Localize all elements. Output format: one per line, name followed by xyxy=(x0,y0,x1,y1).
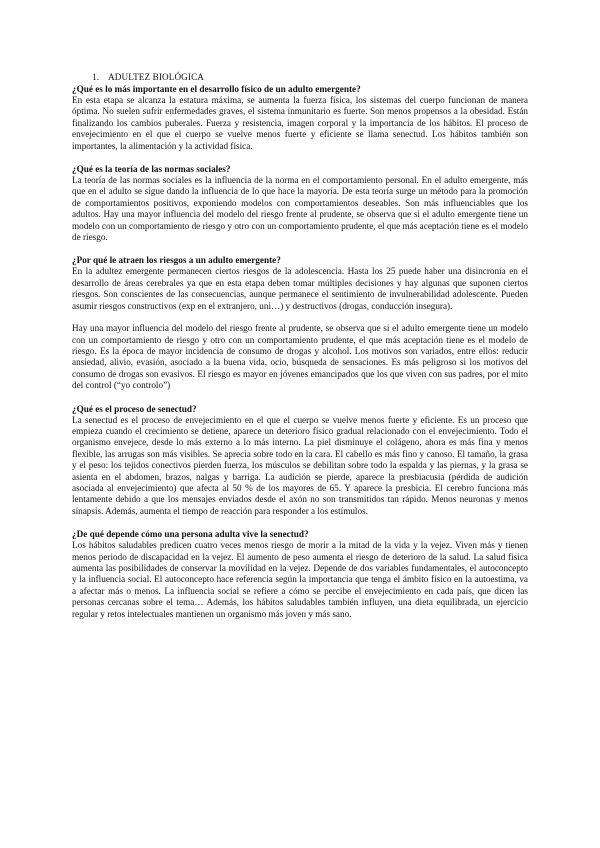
section-2 xyxy=(72,164,528,243)
section-1 xyxy=(72,84,528,152)
question-heading: ¿Qué es la teoría de las normas sociales? xyxy=(72,164,231,175)
paragraph: Hay una mayor influencia del modelo del riesgo frente al prudente, se observa que si el adulto emergente tiene un modelo con un comportamiento de riesgo y otro con un comportamiento prudente, el que más aceptación tiene es el modelo de riesgo. Es la época de mayor incidencia de consumo de drogas y alcohol. Los motivos son variados, entre ellos: reducir ansiedad, alivio, evasión, asociado a la buena vida, ocio, búsqueda de sensaciones. Es más peligroso si los motivos del consumo de drogas son evasivos. El riesgo es mayor en jóvenes emancipados que los que viven con sus padres, por el mito del control (“yo controlo”) xyxy=(72,323,528,391)
section-5 xyxy=(72,529,528,620)
section-3 xyxy=(72,255,528,391)
heading-number: 1. xyxy=(92,72,100,82)
question-heading: ¿Por qué le atraen los riesgos a un adulto emergente? xyxy=(72,255,281,266)
section-4 xyxy=(72,404,528,518)
question-heading: ¿De qué depende cómo una persona adulta vive la senectud? xyxy=(72,529,309,540)
paragraph: Los hábitos saludables predicen cuatro veces menos riesgo de morir a la mitad de la vida y la vejez. Viven más y tienen menos periodo de discapacidad en la vejez. El aumento de peso aumenta el riesgo de deterioro de la salud. La salud física aumenta las posibilidades de conservar la movilidad en la vejez. Depende de dos variables fundamentales, el autoconcepto y la influencia social. El autoconcepto hace referencia según la importancia que tenga el ámbito físico en la autoestima, va a afectar más o menos. La influencia social se refiere a cómo se percibe el envejecimiento en cada país, que dicen las personas cercanas sobre el tema… Además, los hábitos saludables también influyen, una dieta equilibrada, un ejercicio regular y retos intelectuales mantienen un organismo más joven y más sano. xyxy=(72,540,528,619)
paragraph: En esta etapa se alcanza la estatura máxima, se aumenta la fuerza física, los sistemas del cuerpo funcionan de manera óptima. No suelen sufrir enfermedades graves, el sistema inmunitario es fuerte. Son menos propensos a la obesidad. Están finalizando los cambios puberales. Fuerza y resistencia, imagen corporal y la importancia de los hábitos. El proceso de envejecimiento en el que el cuerpo se vuelve menos fuerte y eficiente se llama senectud. Los hábitos también son importantes, la alimentación y la actividad física. xyxy=(72,95,528,151)
paragraph: La teoría de las normas sociales es la influencia de la norma en el comportamiento personal. En el adulto emergente, más que en el adulto se sigue dando la influencia de lo que hace la mayoría. De esta teoría surge un método para la promoción de comportamientos positivos, exponiendo modelos con comportamientos deseables. Son más influenciables que los adultos. Hay una mayor influencia del modelo del riesgo frente al prudente, se observa que si el adulto emergente tiene un modelo con un comportamiento de riesgo y otro con un comportamiento prudente, el que más aceptación tiene es el modelo de riesgo. xyxy=(72,175,528,243)
paragraph: En la adultez emergente permanecen ciertos riesgos de la adolescencia. Hasta los 25 puede haber una disincronía en el desarrollo de áreas cerebrales ya que en esta etapa deben tomar múltiples decisiones y hay algunas que suponen ciertos riesgos. Son conscientes de las consecuencias, aunque permanece el sentimiento de invulnerabilidad adolescente. Pueden asumir riesgos constructivos (exp en el extranjero, uni…) y destructivos (drogas, conducción insegura). xyxy=(72,266,528,311)
question-heading: ¿Qué es el proceso de senectud? xyxy=(72,403,197,414)
question-heading: ¿Qué es lo más importante en el desarrollo físico de un adulto emergente? xyxy=(72,84,361,94)
document-body xyxy=(72,72,528,620)
section-heading xyxy=(92,72,528,82)
heading-title: ADULTEZ BIOLÓGICA xyxy=(108,72,205,82)
paragraph: La senectud es el proceso de envejecimiento en el que el cuerpo se vuelve menos fuerte y eficiente. Es un proceso que empieza cuando el crecimiento se detiene, aparece un deterioro físico gradual relacionado con el envejecimiento. Todo el organismo envejece, desde lo más externo a lo más interno. La piel disminuye el colágeno, ahora es más fina y menos flexible, las arrugas son más visibles. Se aprecia sobre todo en la cara. El cabello es más fino y canoso. El tamaño, la grasa y el peso: los tejidos conectivos pierden fuerza, los músculos se debilitan sobre todo la espalda y las piernas, y la grasa se asienta en el abdomen, brazos, nalgas y barriga. La audición se pierde, aparece la presbiacusia (pérdida de audición asociada al envejecimiento) que afecta al 50 % de los mayores de 65. Y aparece la presbicia. El cerebro funciona más lentamente debido a que los mensajes enviados desde el axón no son transmitidos tan rápido. Menos neuronas y menos sinapsis. Además, aumenta el tiempo de reacción para responder a los estímulos. xyxy=(72,414,528,516)
